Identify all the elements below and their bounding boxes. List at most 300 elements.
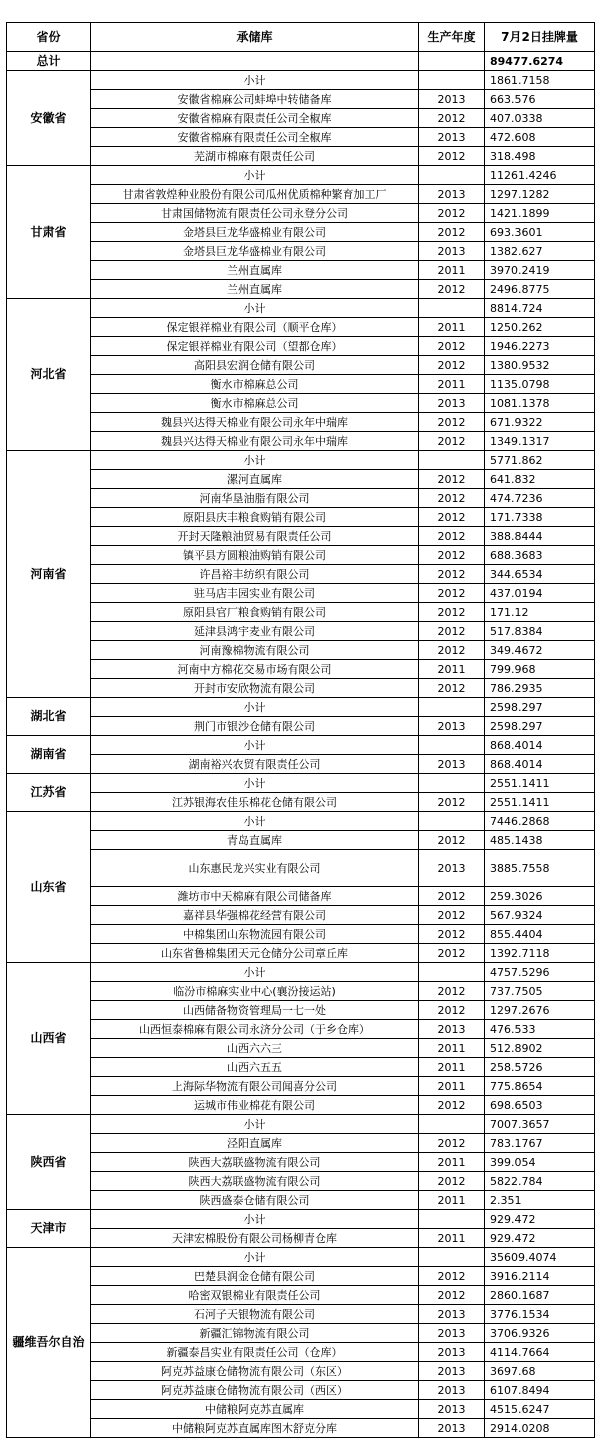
table-row: [7, 887, 595, 906]
subtotal-amount: 4757.5296: [485, 963, 595, 982]
subtotal-row: [7, 1248, 595, 1267]
header-year: 生产年度: [419, 23, 485, 52]
table-row: [7, 1039, 595, 1058]
table-row: [7, 1381, 595, 1400]
amount-cell: 476.533: [485, 1020, 595, 1039]
subtotal-label: 小计: [91, 698, 419, 717]
subtotal-amount: 2551.1411: [485, 774, 595, 793]
table-row: [7, 717, 595, 736]
warehouse-cell: 天津宏棉股份有限公司杨柳青仓库: [91, 1229, 419, 1248]
amount-cell: 567.9324: [485, 906, 595, 925]
table-row: [7, 90, 595, 109]
year-cell: 2013: [419, 1381, 485, 1400]
year-cell: 2011: [419, 1039, 485, 1058]
province-cell: 陕西省: [7, 1115, 91, 1210]
table-row: [7, 1153, 595, 1172]
warehouse-cell: 哈密双银棉业有限责任公司: [91, 1286, 419, 1305]
amount-cell: 1421.1899: [485, 204, 595, 223]
table-row: [7, 147, 595, 166]
warehouse-cell: 原阳县庆丰粮食购销有限公司: [91, 508, 419, 527]
amount-cell: 3697.68: [485, 1362, 595, 1381]
table-row: [7, 1419, 595, 1438]
subtotal-row: [7, 812, 595, 831]
table-row: [7, 565, 595, 584]
table-row: [7, 508, 595, 527]
header-row: [7, 23, 595, 52]
amount-cell: 349.4672: [485, 641, 595, 660]
year-cell: 2012: [419, 147, 485, 166]
table-row: [7, 982, 595, 1001]
amount-cell: 1297.1282: [485, 185, 595, 204]
amount-cell: 1380.9532: [485, 356, 595, 375]
province-cell: 江苏省: [7, 774, 91, 812]
warehouse-cell: 河南豫棉物流有限公司: [91, 641, 419, 660]
amount-cell: 4114.7664: [485, 1343, 595, 1362]
warehouse-cell: 临汾市棉麻实业中心(襄汾接运站): [91, 982, 419, 1001]
warehouse-cell: 衡水市棉麻总公司: [91, 394, 419, 413]
year-cell: 2012: [419, 1096, 485, 1115]
province-cell: 安徽省: [7, 71, 91, 166]
warehouse-cell: 泾阳直属库: [91, 1134, 419, 1153]
year-cell: 2013: [419, 185, 485, 204]
amount-cell: 2496.8775: [485, 280, 595, 299]
table-row: [7, 280, 595, 299]
table-row: [7, 394, 595, 413]
warehouse-cell: 新疆泰昌实业有限责任公司（仓库）: [91, 1343, 419, 1362]
year-cell: 2012: [419, 432, 485, 451]
table-row: [7, 660, 595, 679]
amount-cell: 3916.2114: [485, 1267, 595, 1286]
year-cell: 2012: [419, 1001, 485, 1020]
amount-cell: 929.472: [485, 1229, 595, 1248]
warehouse-cell: 上海际华物流有限公司闻喜分公司: [91, 1077, 419, 1096]
amount-cell: 3706.9326: [485, 1324, 595, 1343]
year-cell: 2013: [419, 755, 485, 774]
year-cell: 2012: [419, 1172, 485, 1191]
warehouse-cell: 河南中方棉花交易市场有限公司: [91, 660, 419, 679]
header-province: 省份: [7, 23, 91, 52]
year-cell: 2012: [419, 223, 485, 242]
year-cell: [419, 963, 485, 982]
subtotal-amount: 929.472: [485, 1210, 595, 1229]
subtotal-row: [7, 71, 595, 90]
amount-cell: 3776.1534: [485, 1305, 595, 1324]
amount-cell: 799.968: [485, 660, 595, 679]
subtotal-amount: 7446.2868: [485, 812, 595, 831]
amount-cell: 407.0338: [485, 109, 595, 128]
warehouse-cell: 阿克苏益康仓储物流有限公司（西区）: [91, 1381, 419, 1400]
amount-cell: 1349.1317: [485, 432, 595, 451]
amount-cell: 259.3026: [485, 887, 595, 906]
subtotal-amount: 5771.862: [485, 451, 595, 470]
year-cell: 2012: [419, 527, 485, 546]
year-cell: 2012: [419, 565, 485, 584]
subtotal-label: 小计: [91, 1210, 419, 1229]
year-cell: [419, 736, 485, 755]
year-cell: [419, 299, 485, 318]
amount-cell: 437.0194: [485, 584, 595, 603]
year-cell: 2013: [419, 1324, 485, 1343]
table-row: [7, 261, 595, 280]
year-cell: [419, 812, 485, 831]
table-row: [7, 793, 595, 812]
warehouse-cell: 巴楚县润金仓储有限公司: [91, 1267, 419, 1286]
year-cell: 2013: [419, 1343, 485, 1362]
amount-cell: 4515.6247: [485, 1400, 595, 1419]
year-cell: 2012: [419, 204, 485, 223]
subtotal-row: [7, 451, 595, 470]
amount-cell: 1392.7118: [485, 944, 595, 963]
subtotal-label: 小计: [91, 451, 419, 470]
total-amount: 89477.6274: [485, 52, 595, 71]
table-row: [7, 413, 595, 432]
province-cell: 湖北省: [7, 698, 91, 736]
subtotal-amount: 7007.3657: [485, 1115, 595, 1134]
subtotal-label: 小计: [91, 299, 419, 318]
year-cell: 2012: [419, 831, 485, 850]
year-cell: 2013: [419, 1362, 485, 1381]
table-row: [7, 432, 595, 451]
year-cell: [419, 71, 485, 90]
province-cell: 湖南省: [7, 736, 91, 774]
warehouse-cell: 高阳县宏润仓储有限公司: [91, 356, 419, 375]
subtotal-row: [7, 736, 595, 755]
amount-cell: 171.7338: [485, 508, 595, 527]
warehouse-cell: 河南华垦油脂有限公司: [91, 489, 419, 508]
year-cell: 2012: [419, 508, 485, 527]
warehouse-cell: 荆门市银沙仓储有限公司: [91, 717, 419, 736]
warehouse-cell: 潍坊市中天棉麻有限公司储备库: [91, 887, 419, 906]
year-cell: 2012: [419, 470, 485, 489]
subtotal-label: 小计: [91, 71, 419, 90]
table-row: [7, 1229, 595, 1248]
year-cell: 2011: [419, 261, 485, 280]
amount-cell: 1382.627: [485, 242, 595, 261]
total-warehouse-empty: [91, 52, 419, 71]
warehouse-cell: 石河子天银物流有限公司: [91, 1305, 419, 1324]
warehouse-cell: 阿克苏益康仓储物流有限公司（东区）: [91, 1362, 419, 1381]
warehouse-cell: 山西六五五: [91, 1058, 419, 1077]
year-cell: 2012: [419, 356, 485, 375]
year-cell: [419, 1248, 485, 1267]
amount-cell: 2598.297: [485, 717, 595, 736]
warehouse-cell: 嘉祥县华强棉花经营有限公司: [91, 906, 419, 925]
amount-cell: 1250.262: [485, 318, 595, 337]
year-cell: 2012: [419, 622, 485, 641]
amount-cell: 775.8654: [485, 1077, 595, 1096]
table-row: [7, 944, 595, 963]
table-row: [7, 679, 595, 698]
warehouse-cell: 开封天隆粮油贸易有限责任公司: [91, 527, 419, 546]
subtotal-amount: 11261.4246: [485, 166, 595, 185]
province-cell: 山西省: [7, 963, 91, 1115]
warehouse-cell: 驻马店丰园实业有限公司: [91, 584, 419, 603]
year-cell: 2013: [419, 1020, 485, 1039]
year-cell: 2012: [419, 584, 485, 603]
amount-cell: 512.8902: [485, 1039, 595, 1058]
warehouse-cell: 山西恒泰棉麻有限公司永济分公司（于乡仓库）: [91, 1020, 419, 1039]
table-row: [7, 1191, 595, 1210]
amount-cell: 2.351: [485, 1191, 595, 1210]
amount-cell: 663.576: [485, 90, 595, 109]
amount-cell: 344.6534: [485, 565, 595, 584]
warehouse-cell: 金塔县巨龙华盛棉业有限公司: [91, 242, 419, 261]
warehouse-cell: 中储粮阿克苏直属库图木舒克分库: [91, 1419, 419, 1438]
year-cell: 2012: [419, 603, 485, 622]
table-row: [7, 128, 595, 147]
amount-cell: 2860.1687: [485, 1286, 595, 1305]
year-cell: 2012: [419, 887, 485, 906]
table-row: [7, 925, 595, 944]
table-row: [7, 755, 595, 774]
table-row: [7, 1267, 595, 1286]
warehouse-cell: 陕西盛泰仓储有限公司: [91, 1191, 419, 1210]
table-row: [7, 641, 595, 660]
year-cell: 2011: [419, 1077, 485, 1096]
warehouse-cell: 魏县兴达得天棉业有限公司永年中瑞库: [91, 413, 419, 432]
warehouse-cell: 甘肃省敦煌种业股份有限公司瓜州优质棉种繁育加工厂: [91, 185, 419, 204]
year-cell: [419, 451, 485, 470]
table-row: [7, 1077, 595, 1096]
amount-cell: 2914.0208: [485, 1419, 595, 1438]
warehouse-cell: 保定银祥棉业有限公司（望都仓库）: [91, 337, 419, 356]
subtotal-amount: 2598.297: [485, 698, 595, 717]
year-cell: 2013: [419, 1419, 485, 1438]
table-row: [7, 1400, 595, 1419]
warehouse-cell: 陕西大荔联盛物流有限公司: [91, 1153, 419, 1172]
year-cell: 2013: [419, 128, 485, 147]
year-cell: [419, 1115, 485, 1134]
table-row: [7, 1286, 595, 1305]
province-cell: 疆维吾尔自治: [7, 1248, 91, 1438]
subtotal-amount: 8814.724: [485, 299, 595, 318]
header-warehouse: 承储库: [91, 23, 419, 52]
amount-cell: 1135.0798: [485, 375, 595, 394]
subtotal-row: [7, 698, 595, 717]
table-row: [7, 622, 595, 641]
year-cell: [419, 1210, 485, 1229]
table-row: [7, 470, 595, 489]
table-row: [7, 906, 595, 925]
subtotal-label: 小计: [91, 774, 419, 793]
warehouse-cell: 陕西大荔联盛物流有限公司: [91, 1172, 419, 1191]
amount-cell: 688.3683: [485, 546, 595, 565]
subtotal-row: [7, 774, 595, 793]
amount-cell: 474.7236: [485, 489, 595, 508]
table-row: [7, 546, 595, 565]
year-cell: 2013: [419, 1305, 485, 1324]
subtotal-label: 小计: [91, 812, 419, 831]
year-cell: 2011: [419, 660, 485, 679]
table-body: [7, 52, 595, 1438]
subtotal-row: [7, 299, 595, 318]
amount-cell: 868.4014: [485, 755, 595, 774]
table-row: [7, 109, 595, 128]
amount-cell: 258.5726: [485, 1058, 595, 1077]
year-cell: 2012: [419, 793, 485, 812]
table-row: [7, 584, 595, 603]
year-cell: 2012: [419, 1134, 485, 1153]
amount-cell: 1081.1378: [485, 394, 595, 413]
amount-cell: 1946.2273: [485, 337, 595, 356]
amount-cell: 783.1767: [485, 1134, 595, 1153]
year-cell: 2012: [419, 337, 485, 356]
year-cell: 2013: [419, 1400, 485, 1419]
warehouse-cell: 金塔县巨龙华盛棉业有限公司: [91, 223, 419, 242]
table-row: [7, 204, 595, 223]
table-row: [7, 1096, 595, 1115]
subtotal-row: [7, 1115, 595, 1134]
warehouse-cell: 芜湖市棉麻有限责任公司: [91, 147, 419, 166]
amount-cell: 1297.2676: [485, 1001, 595, 1020]
year-cell: 2012: [419, 280, 485, 299]
warehouse-cell: 新疆汇锦物流有限公司: [91, 1324, 419, 1343]
amount-cell: 5822.784: [485, 1172, 595, 1191]
year-cell: 2011: [419, 1058, 485, 1077]
warehouse-cell: 山东省鲁棉集团天元仓储分公司章丘库: [91, 944, 419, 963]
table-row: [7, 223, 595, 242]
header-amount: 7月2日挂牌量: [485, 23, 595, 52]
province-cell: 甘肃省: [7, 166, 91, 299]
warehouse-cell: 镇平县方圆粮油购销有限公司: [91, 546, 419, 565]
warehouse-cell: 湖南裕兴农贸有限责任公司: [91, 755, 419, 774]
warehouse-cell: 甘肃国储物流有限责任公司永登分公司: [91, 204, 419, 223]
document: [6, 22, 594, 1438]
warehouse-cell: 魏县兴达得天棉业有限公司永年中瑞库: [91, 432, 419, 451]
warehouse-cell: 保定银祥棉业有限公司（顺平仓库）: [91, 318, 419, 337]
table-row: [7, 1362, 595, 1381]
table-row: [7, 1134, 595, 1153]
year-cell: 2012: [419, 546, 485, 565]
amount-cell: 671.9322: [485, 413, 595, 432]
table-row: [7, 489, 595, 508]
total-row: [7, 52, 595, 71]
table-row: [7, 831, 595, 850]
year-cell: 2012: [419, 906, 485, 925]
warehouse-cell: 青岛直属库: [91, 831, 419, 850]
year-cell: 2011: [419, 318, 485, 337]
amount-cell: 517.8384: [485, 622, 595, 641]
amount-cell: 786.2935: [485, 679, 595, 698]
table-row: [7, 1172, 595, 1191]
amount-cell: 693.3601: [485, 223, 595, 242]
province-cell: 河北省: [7, 299, 91, 451]
table-row: [7, 1305, 595, 1324]
amount-cell: 399.054: [485, 1153, 595, 1172]
table-row: [7, 603, 595, 622]
subtotal-row: [7, 963, 595, 982]
amount-cell: 2551.1411: [485, 793, 595, 812]
warehouse-cell: 许昌裕丰纺织有限公司: [91, 565, 419, 584]
warehouse-cell: 衡水市棉麻总公司: [91, 375, 419, 394]
year-cell: 2013: [419, 717, 485, 736]
subtotal-row: [7, 166, 595, 185]
year-cell: [419, 774, 485, 793]
year-cell: 2011: [419, 1153, 485, 1172]
subtotal-label: 小计: [91, 736, 419, 755]
table-row: [7, 527, 595, 546]
year-cell: 2012: [419, 1286, 485, 1305]
year-cell: 2012: [419, 641, 485, 660]
year-cell: 2012: [419, 925, 485, 944]
total-label: 总计: [7, 52, 91, 71]
warehouse-cell: 安徽省棉麻公司蚌埠中转储备库: [91, 90, 419, 109]
table-row: [7, 850, 595, 887]
warehouse-cell: 安徽省棉麻有限责任公司全椒库: [91, 109, 419, 128]
year-cell: 2012: [419, 679, 485, 698]
province-cell: 天津市: [7, 1210, 91, 1248]
warehouse-cell: 漯河直属库: [91, 470, 419, 489]
amount-cell: 855.4404: [485, 925, 595, 944]
year-cell: 2013: [419, 394, 485, 413]
table-row: [7, 1020, 595, 1039]
amount-cell: 698.6503: [485, 1096, 595, 1115]
amount-cell: 641.832: [485, 470, 595, 489]
year-cell: 2013: [419, 90, 485, 109]
warehouse-cell: 安徽省棉麻有限责任公司全椒库: [91, 128, 419, 147]
table-row: [7, 337, 595, 356]
province-cell: 河南省: [7, 451, 91, 698]
year-cell: 2012: [419, 109, 485, 128]
subtotal-amount: 1861.7158: [485, 71, 595, 90]
warehouse-cell: 中棉集团山东物流园有限公司: [91, 925, 419, 944]
amount-cell: 6107.8494: [485, 1381, 595, 1400]
amount-cell: 472.608: [485, 128, 595, 147]
province-cell: 山东省: [7, 812, 91, 963]
table-row: [7, 1343, 595, 1362]
year-cell: 2011: [419, 1229, 485, 1248]
table-row: [7, 356, 595, 375]
subtotal-label: 小计: [91, 166, 419, 185]
amount-cell: 171.12: [485, 603, 595, 622]
subtotal-label: 小计: [91, 1115, 419, 1134]
year-cell: 2013: [419, 242, 485, 261]
warehouse-cell: 中储粮阿克苏直属库: [91, 1400, 419, 1419]
amount-cell: 3885.7558: [485, 850, 595, 887]
year-cell: 2013: [419, 850, 485, 887]
warehouse-cell: 兰州直属库: [91, 261, 419, 280]
total-year-empty: [419, 52, 485, 71]
year-cell: 2011: [419, 1191, 485, 1210]
table-row: [7, 375, 595, 394]
year-cell: 2012: [419, 982, 485, 1001]
subtotal-label: 小计: [91, 963, 419, 982]
amount-cell: 737.7505: [485, 982, 595, 1001]
subtotal-amount: 868.4014: [485, 736, 595, 755]
table-row: [7, 1058, 595, 1077]
warehouse-cell: 开封市安欣物流有限公司: [91, 679, 419, 698]
subtotal-amount: 35609.4074: [485, 1248, 595, 1267]
warehouse-cell: 江苏银海农佳乐棉花仓储有限公司: [91, 793, 419, 812]
warehouse-cell: 山西六六三: [91, 1039, 419, 1058]
year-cell: 2011: [419, 375, 485, 394]
amount-cell: 318.498: [485, 147, 595, 166]
table-row: [7, 1324, 595, 1343]
amount-cell: 3970.2419: [485, 261, 595, 280]
year-cell: [419, 698, 485, 717]
year-cell: [419, 166, 485, 185]
table-row: [7, 1001, 595, 1020]
year-cell: 2012: [419, 944, 485, 963]
subtotal-label: 小计: [91, 1248, 419, 1267]
year-cell: 2012: [419, 489, 485, 508]
amount-cell: 485.1438: [485, 831, 595, 850]
cotton-listing-table: [6, 22, 595, 1438]
table-row: [7, 318, 595, 337]
subtotal-row: [7, 1210, 595, 1229]
year-cell: 2012: [419, 1267, 485, 1286]
warehouse-cell: 山西储备物资管理局一七一处: [91, 1001, 419, 1020]
